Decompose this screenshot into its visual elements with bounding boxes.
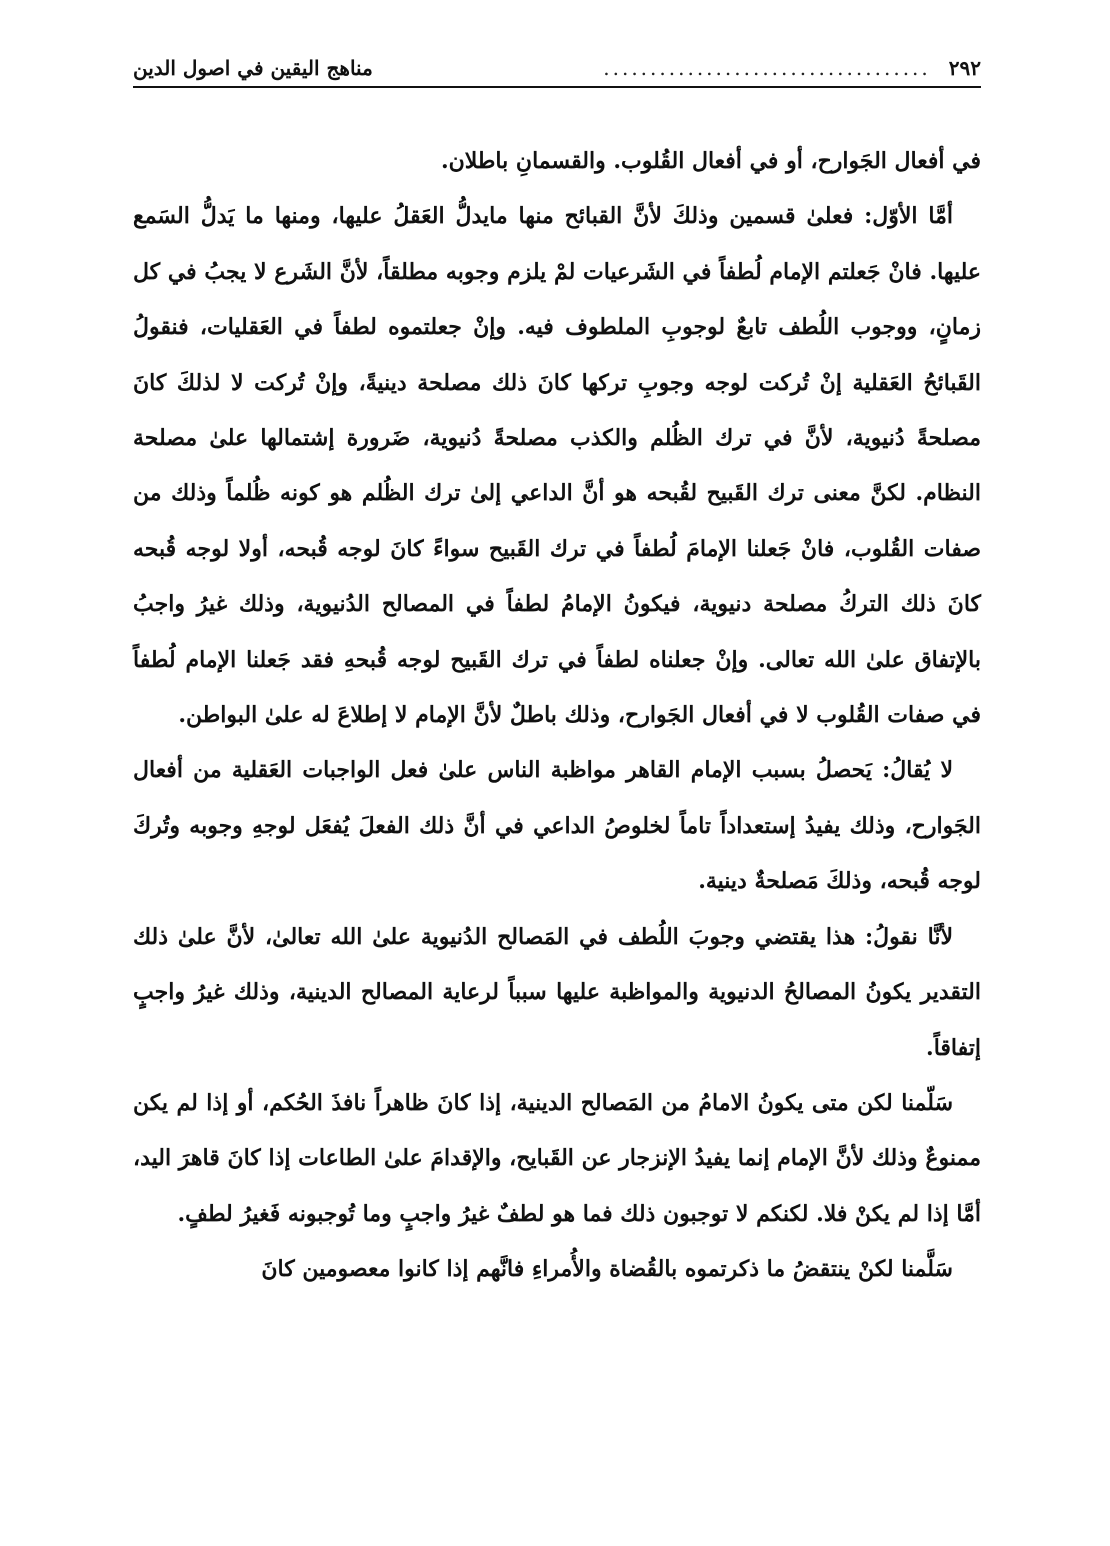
- header-dot-leader: ...................................: [603, 56, 931, 80]
- running-header: [133, 50, 981, 86]
- header-rule: [133, 86, 981, 88]
- book-title: مناهج اليقين في اصول الدين: [133, 56, 373, 80]
- body-text: [133, 134, 981, 1298]
- paragraph: لا يُقالُ: يَحصلُ بسبب الإمام القاهر مواظبة الناس علىٰ فعل الواجبات العَقلية من أفعال الجَوارح، وذلك يفيدُ إستعداداً تاماً لخلوصُ الداعي في أنَّ ذلك الفعلَ يُفعَل لوجهِ وجوبه وتُركَ لوجه قُبحه، وذلكَ مَصلحةٌ دينية.: [133, 757, 981, 895]
- paragraph: أمَّا الأوّل: فعلىٰ قسمين وذلكَ لأنَّ القبائح منها مايدلُّ العَقلُ عليها، ومنها ما يَدلُّ السَمع عليها. فانْ جَعلتم الإمام لُطفاً في الشَرعيات لمْ يلزم وجوبه مطلقاً، لأنَّ الشَرع لا يجبُ في كل زمانٍ، ووجوب اللُطف تابعٌ لوجوبِ الملطوف فيه. وإنْ جعلتموه لطفاً في العَقليات، فنقولُ القَبائحُ العَقلية إنْ تُركت لوجه وجوبِ تركها كانَ ذلك مصلحة دينيةً، وإنْ تُركت لا لذلكَ كانَ مصلحةً دُنيوية، لأنَّ في ترك الظُلم والكذب مصلحةً دُنيوية، ضَرورة إشتمالها علىٰ مصلحة النظام. لكنَّ معنى ترك القَبيح لقُبحه هو أنَّ الداعي إلىٰ ترك الظُلم هو كونه ظُلماً وذلك من صفات القُلوب، فانْ جَعلنا الإمامَ لُطفاً في ترك القَبيح سواءً كانَ لوجه قُبحه، أولا لوجه قُبحه كانَ ذلك التركُ مصلحة دنيوية، فيكونُ الإمامُ لطفاً في المصالح الدُنيوية، وذلك غيرُ واجبُ بالإتفاق علىٰ الله تعالى. وإنْ جعلناه لطفاً في ترك القَبيح لوجه قُبحهِ فقد جَعلنا الإمام لُطفاً في صفات القُلوب لا في أفعال الجَوارح، وذلك باطلٌ لأنَّ الإمام لا إطلاعَ له علىٰ البواطن.: [133, 203, 981, 729]
- paragraph-continuation: في أفعال الجَوارح، أو في أفعال القُلوب. والقسمانِ باطلان.: [440, 148, 981, 174]
- paragraph: سَلَّمنا لكنْ ينتقضُ ما ذكرتموه بالقُضاة والأُمراءِ فانَّهم إذا كانوا معصومين كانَ: [261, 1256, 953, 1283]
- paragraph: لأنَّا نقولُ: هذا يقتضي وجوبَ اللُطف في المَصالح الدُنيوية علىٰ الله تعالىٰ، لأنَّ علىٰ ذلك التقدير يكونُ المصالحُ الدنيوية والمواظبة عليها سبباً لرعاية المصالح الدينية، وذلك غيرُ واجبٍ إتفاقاً.: [133, 923, 981, 1061]
- paragraph: سَلّمنا لكن متى يكونُ الامامُ من المَصالح الدينية، إذا كانَ ظاهراً نافذَ الحُكم، أو إذا لم يكن ممنوعٌ وذلك لأنَّ الإمام إنما يفيدُ الإنزجار عن القَبايح، والإقدامَ علىٰ الطاعات إذا كانَ قاهرَ اليد، أمَّا إذا لم يكنْ فلا. لكنكم لا توجبون ذلك فما هو لطفٌ غيرُ واجبٍ وما تُوجبونه فَغيرُ لطفٍ.: [133, 1089, 981, 1227]
- page-number: ٢٩٢: [948, 56, 981, 80]
